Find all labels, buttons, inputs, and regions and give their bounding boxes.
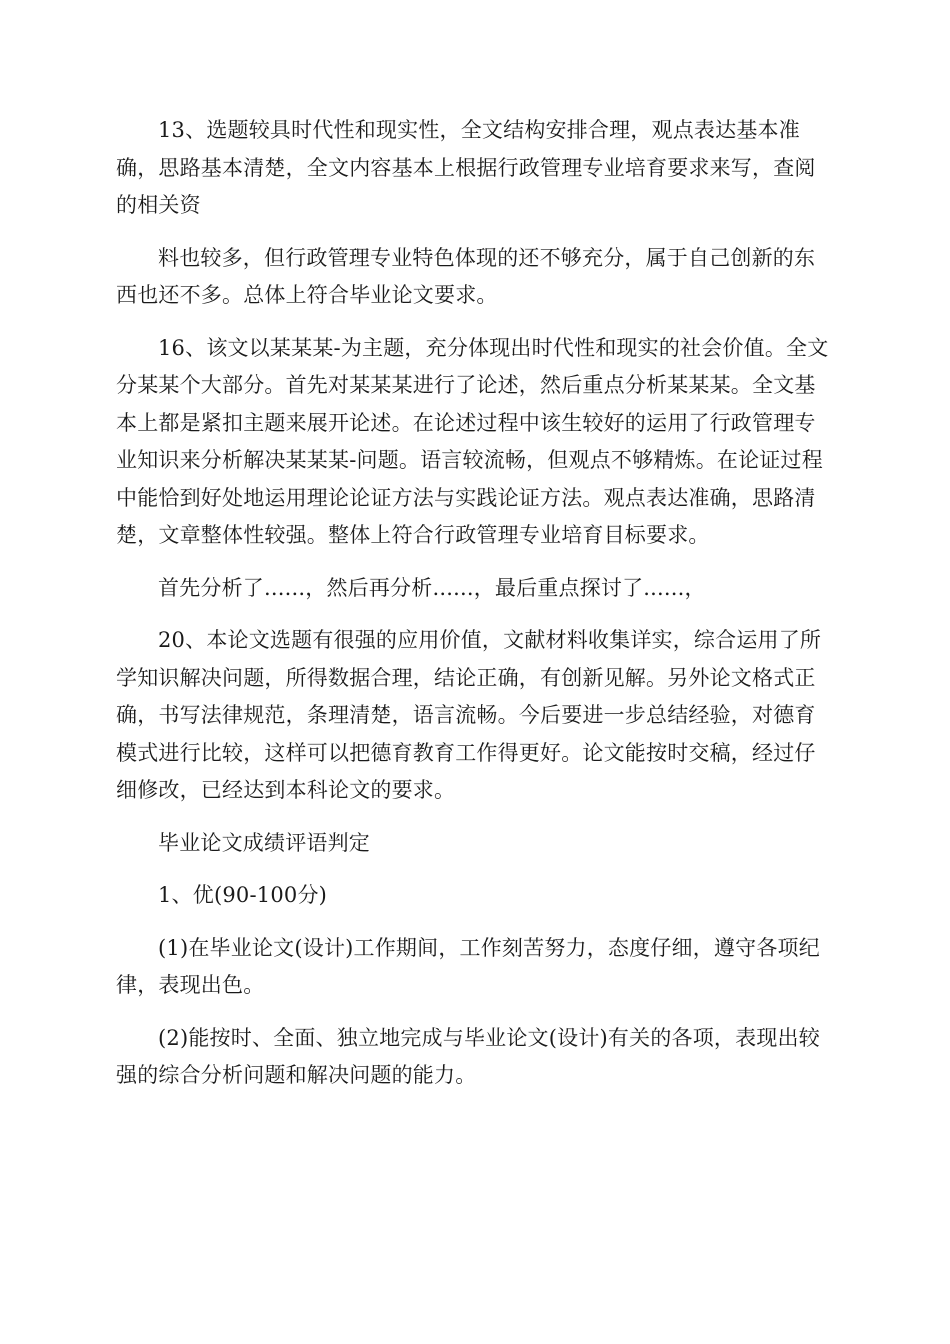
paragraph-20-review: 20、本论文选题有很强的应用价值，文献材料收集详实，综合运用了所学知识解决问题，所得数据合理，结论正确，有创新见解。另外论文格式正确，书写法律规范，条理清楚，语言流畅。今后要进一步总结经验，对德育模式进行比较，这样可以把德育教育工作得更好。论文能按时交稿，经过仔细修改，已经达到本科论文的要求。 bbox=[116, 628, 822, 802]
section-heading-grade-criteria: 毕业论文成绩评语判定 bbox=[158, 830, 370, 855]
document-body bbox=[116, 112, 836, 1110]
paragraph-analysis-template: 首先分析了......，然后再分析......，最后重点探讨了......， bbox=[158, 575, 706, 600]
criterion-2: (2)能按时、全面、独立地完成与毕业论文(设计)有关的各项，表现出较强的综合分析问题和解决问题的能力。 bbox=[116, 1025, 820, 1087]
paragraph-16-review: 16、该文以某某某-为主题，充分体现出时代性和现实的社会价值。全文分某某个大部分。首先对某某某进行了论述，然后重点分析某某某。全文基本上都是紧扣主题来展开论述。在论述过程中该生较好的运用了行政管理专业知识来分析解决某某某-问题。语言较流畅，但观点不够精炼。在论证过程中能恰到好处地运用理论论证方法与实践论证方法。观点表达准确，思路清楚，文章整体性较强。整体上符合行政管理专业培育目标要求。 bbox=[116, 335, 829, 547]
grade-level-excellent: 1、优(90-100分) bbox=[158, 883, 328, 907]
paragraph-13-review-continued: 料也较多，但行政管理专业特色体现的还不够充分，属于自己创新的东西也还不多。总体上符合毕业论文要求。 bbox=[116, 245, 816, 307]
paragraph-13-review: 13、选题较具时代性和现实性，全文结构安排合理，观点表达基本准确，思路基本清楚，全文内容基本上根据行政管理专业培育要求来写，查阅的相关资 bbox=[116, 118, 816, 217]
criterion-1: (1)在毕业论文(设计)工作期间，工作刻苦努力，态度仔细，遵守各项纪律，表现出色。 bbox=[116, 935, 820, 997]
